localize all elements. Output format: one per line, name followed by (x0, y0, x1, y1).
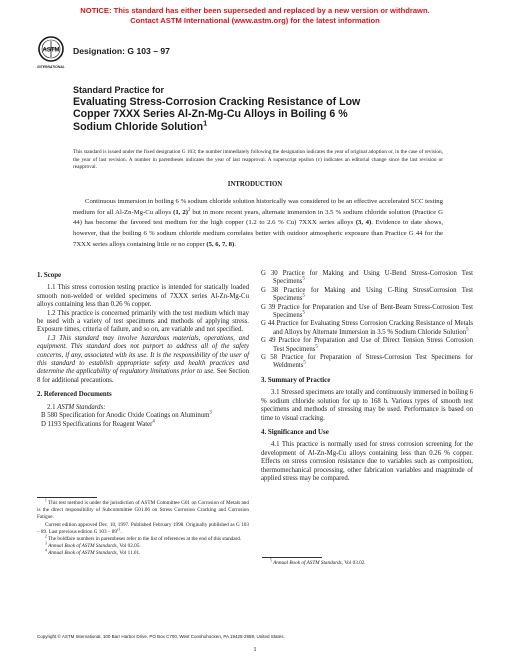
introduction-heading: INTRODUCTION (227, 181, 283, 188)
intro-text-c: . Evidence to date shows, however, that the boiling 6 % sodium chloride medium correlates better with outdoor atmospheric exposure than Practice G 44 for the 7XXX series alloys containing little or no copper (73, 219, 443, 248)
left-column (37, 272, 249, 429)
footnote-1b: Current edition approved Dec. 10, 1997. Published February 1998. Originally published as G 103 – 89. Last previous edition G $103 - 89^{\varepsilon 1}$. (37, 521, 249, 535)
footnote-5: $^5$ Annual Book of ASTM Standards, Vol 03.02. (270, 558, 366, 566)
title-line-1: Standard Practice for (73, 85, 165, 95)
scope-1-3 (37, 335, 249, 385)
scope-1-3-italic: 1.3 This standard may involve hazardous materials, operations, and equipment. This standard does not purport to address all of the safety concerns, if any, associated with its use. It is the responsibility of the user of this standard to establish appropriate safety and health practices and determine the applicability of regulatory limitations prior to use. (37, 334, 249, 376)
footnote-3: $^3$ Annual Book of ASTM Standards, Vol 02.05. (45, 541, 141, 550)
title-footnote-mark: 1 (203, 118, 208, 128)
withdrawal-notice (0, 6, 510, 26)
references-heading: 2. Referenced Documents (37, 391, 112, 399)
page-number: 1 (253, 646, 257, 653)
reference-item: D 1193 Specifications for Reagent Water$^4$ (41, 419, 155, 428)
intro-ref-3: (5, 6, 7, 8) (206, 240, 235, 248)
significance-heading: 4. Significance and Use (261, 428, 329, 436)
title-line-4: Sodium Chloride Solution (73, 120, 204, 133)
astm-logo (37, 36, 65, 72)
intro-ref-1: (1, 2) (173, 208, 188, 216)
reference-item: G 49 Practice for Preparation and Use of Direct Tension Stress Corrosion Test Specimens$^5$ (261, 337, 473, 353)
references-sub-label: ASTM Standards: (57, 403, 106, 411)
scope-heading: 1. Scope (37, 272, 62, 279)
reference-item: G 44 Practice for Evaluating Stress Corrosion Cracking Resistance of Metals and Alloys by Alternate Immersion in 3.5 % Sodium Chloride Solution$^5$ (261, 320, 474, 336)
designation: Designation: G 103 – 97 (73, 46, 170, 56)
notice-line-2: Contact ASTM International (www.astm.org) for the latest information (130, 16, 380, 25)
significance-4-1: 4.1 This practice is normally used for stress corrosion screening for the development of Al-Zn-Mg-Cu alloys containing less than 0.26 % copper. Effects on stress corrosion resistance due to variables such as composition, thermomechanical processing, other fabrication variables and magnitude of applied stress may be compared. (261, 441, 473, 482)
reference-item: G 38 Practice for Making and Using C-Ring StressCorrosion Test Specimens$^5$ (261, 286, 474, 303)
scope-1-2: 1.2 This practice is concerned primarily with the test medium which may be used with a variety of test specimens and methods of applying stress. Exposure times, criteria of failure, and so on, are variable and not specified. (37, 309, 249, 334)
title-line-2: Evaluating Stress-Corrosion Cracking Resistance of Low (73, 96, 361, 108)
references-sub: 2.1 ASTM Standards: (47, 403, 106, 411)
reference-item: G 39 Practice for Preparation and Use of Bent-Beam Stress-Corrosion Test Specimens$^5$ (261, 303, 474, 320)
copyright-line: Copyright © ASTM International, 100 Barr Harbor Drive, PO Box C700, West Conshohocken, PA 19428-2959, United States. (37, 634, 285, 639)
reference-item: B 580 Specification for Anodic Oxide Coatings on Aluminum$^3$ (41, 410, 212, 420)
issued-note: This standard is issued under the fixed designation G 103; the number immediately following the designation indicates the year of original adoption or, in the case of revision, the year of last revision. A number in parentheses indicates the year of last reapproval. A superscript epsilon (ε) indicates an editorial change since the last revision or reapproval. (73, 149, 443, 170)
notice-line-1: NOTICE: This standard has either been superseded and replaced by a new version or withdrawn. (80, 6, 430, 15)
summary-heading: 3. Summary of Practice (261, 376, 331, 384)
reference-item: G 30 Practice for Making and Using U-Bend Stress-Corrosion Test Specimens$^5$ (261, 270, 473, 286)
logo-top-text: ASTM (42, 47, 60, 54)
title-line-3: Copper 7XXX Series Al-Zn-Mg-Cu Alloys in Boiling 6 % (73, 108, 348, 121)
introduction-text (73, 197, 443, 251)
intro-sup-1: 2 (187, 207, 191, 213)
intro-ref-2: (3, 4) (355, 219, 372, 227)
intro-text-b: but in more recent years, alternate immersion in 3.5 % sodium chloride solution (Practice G 44) has become the favored test medium for the high copper (1.2 to 2.6 % Cu) 7XXX series alloys (73, 208, 443, 227)
footnote-4: $^4$ Annual Book of ASTM Standards, Vol 11.01. (45, 548, 141, 557)
scope-1-1: 1.1 This stress corrosion testing practice is intended for statically loaded smooth non-welded or welded specimens of 7XXX series Al-Zn-Mg-Cu alloys containing less than 0.26 % copper. (37, 284, 249, 309)
footnote-2: $^2$ The boldface numbers in parentheses refer to the list of references at the end of this standard. (45, 534, 242, 543)
summary-3-1: 3.1 Stressed specimens are totally and continuously immersed in boiling 6 % sodium chloride solution for up to 168 h. Various types of smooth test specimens and methods of stressing may be used. Performance is based on time to visual cracking. (261, 389, 473, 422)
intro-text-d: . (234, 240, 236, 248)
footnotes-left (37, 500, 249, 558)
right-column (261, 270, 473, 483)
scope-1-3-tail: See Section 8 for additional precautions. (37, 368, 249, 384)
footnote-1a: $^1$ This test method is under the jurisdiction of ASTM Committee G01 on Corrosion of Metals and is the direct responsibility of Subcommittee G01.06 on Stress Corrosion Cracking and Corrosion Fatigue. (37, 498, 249, 521)
intro-text-a: Continuous immersion in boiling 6 % sodium chloride solution historically was considered to be an effective accelerated SCC testing medium for all Al-Zn-Mg-Cu alloys (73, 198, 443, 216)
document-title (73, 85, 443, 133)
logo-bottom-text: INTERNATIONAL (37, 65, 65, 69)
reference-item: G 58 Practice for Preparation of Stress-Corrosion Test Specimens for Weldments$^5$ (261, 354, 473, 370)
